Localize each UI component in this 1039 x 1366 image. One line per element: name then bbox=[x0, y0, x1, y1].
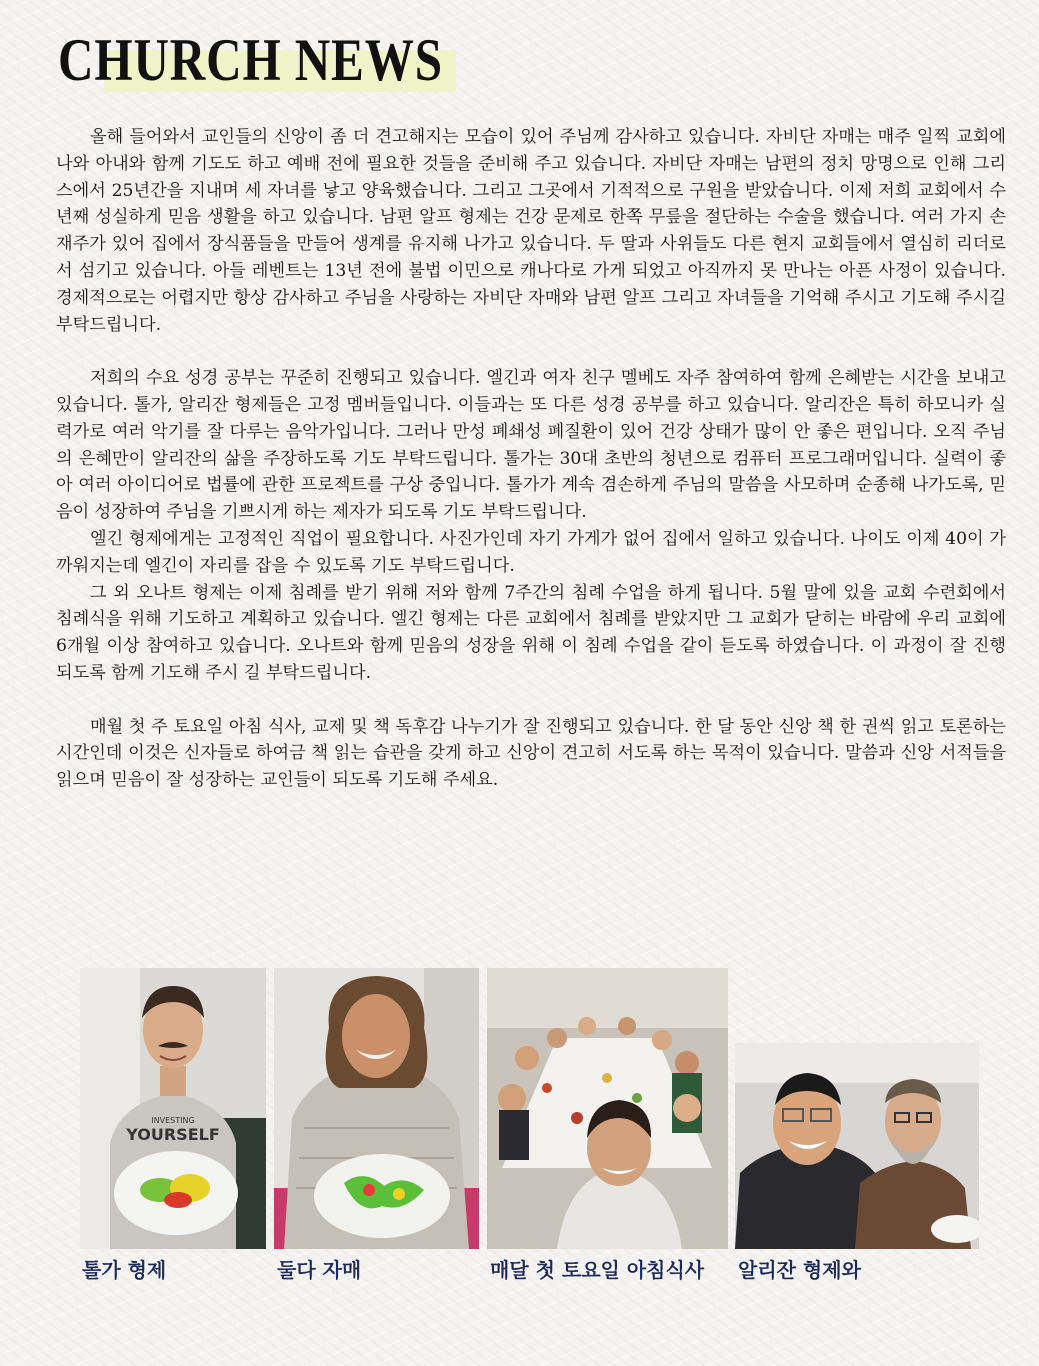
photo-alizan bbox=[735, 1043, 979, 1249]
caption-tolga: 톨가 형제 bbox=[82, 1258, 167, 1282]
caption-alizan: 알리잔 형제와 bbox=[738, 1258, 861, 1282]
paragraph-2: 저희의 수요 성경 공부는 꾸준히 진행되고 있습니다. 엘긴과 여자 친구 멜베도 자주 참여하여 함께 은혜받는 시간을 보내고 있습니다. 톨가, 알리잔 형제들은 고정 멤버들입니다. 이들과는 또 다른 성경 공부를 하고 있습니다. 알리잔은 특히 하모니카 실력가로 여러 악기를 잘 다루는 음악가입니다. 그러나 만성 폐쇄성 폐질환이 있어 건강 상태가 많이 안 좋은 편입니다. 오직 주님의 은혜만이 알리잔의 삶을 주장하도록 기도 부탁드립니다. 톨가는 30대 초반의 청년으로 컴퓨터 프로그래머입니다. 실력이 좋아 여러 아이디어로 법률에 관한 프로젝트를 구상 중입니다. 톨가가 계속 겸손하게 주님의 말씀을 사모하며 순종해 나가도록, 믿음이 성장하여 주님을 기쁘시게 하는 제자가 되도록 기도 부탁드립니다. bbox=[56, 368, 1006, 523]
paragraph-4: 그 외 오나트 형제는 이제 침례를 받기 위해 저와 함께 7주간의 침례 수업을 하게 됩니다. 5월 말에 있을 교회 수련회에서 침례식을 위해 기도하고 계획하고 있습니다. 엘긴 형제는 다른 교회에서 침례를 받았지만 그 교회가 닫히는 바람에 우리 교회에 6개월 이상 참여하고 있습니다. 오나트와 함께 믿음의 성장을 위해 이 침례 수업을 같이 듣도록 하였습니다. 이 과정이 잘 진행 되도록 함께 기도해 주시 길 부탁드립니다. bbox=[56, 582, 1006, 683]
photo-dulda-image bbox=[274, 968, 479, 1249]
paragraph-3: 엘긴 형제에게는 고정적인 직업이 필요합니다. 사진가인데 자기 가게가 없어 집에서 일하고 있습니다. 나이도 이제 40이 가까워지는데 엘긴이 자리를 잡을 수 있도록 기도 부탁드립니다. bbox=[56, 528, 1006, 576]
photo-dulda bbox=[274, 968, 479, 1249]
photo-tolga-image bbox=[80, 968, 266, 1249]
article-body bbox=[56, 124, 1006, 794]
photo-alizan-image bbox=[735, 1043, 979, 1249]
caption-breakfast: 매달 첫 토요일 아침식사 bbox=[490, 1258, 705, 1282]
photo-tolga bbox=[80, 968, 266, 1249]
caption-dulda: 둘다 자매 bbox=[277, 1258, 362, 1282]
shirt-text: YOURSELF bbox=[126, 1125, 220, 1144]
page-title: CHURCH NEWS bbox=[58, 27, 443, 93]
photo-breakfast-image bbox=[487, 968, 728, 1249]
paragraph-5: 매월 첫 주 토요일 아침 식사, 교제 및 책 독후감 나누기가 잘 진행되고 있습니다. 한 달 동안 신앙 책 한 권씩 읽고 토론하는 시간인데 이것은 신자들로 하여금 책 읽는 습관을 갖게 하고 신앙이 견고히 서도록 하는 목적이 있습니다. 말씀과 신앙 서적들을 읽으며 믿음이 잘 성장하는 교인들이 되도록 기도해 주세요. bbox=[56, 716, 1006, 791]
paragraph-1: 올해 들어와서 교인들의 신앙이 좀 더 견고해지는 모습이 있어 주님께 감사하고 있습니다. 자비단 자매는 매주 일찍 교회에 나와 아내와 함께 기도도 하고 예배 전에 필요한 것들을 준비해 주고 있습니다. 자비단 자매는 남편의 정치 망명으로 인해 그리스에서 25년간을 지내며 세 자녀를 낳고 양육했습니다. 그리고 그곳에서 기적적으로 구원을 받았습니다. 이제 저희 교회에서 수년째 성실하게 믿음 생활을 하고 있습니다. 남편 알프 형제는 건강 문제로 한쪽 무릎을 절단하는 수술을 했습니다. 여러 가지 손재주가 있어 집에서 장식품들을 만들어 생계를 유지해 나가고 있습니다. 두 딸과 사위들도 다른 현지 교회들에서 열심히 리더로서 섬기고 있습니다. 아들 레벤트는 13년 전에 불법 이민으로 캐나다로 가게 되었고 아직까지 못 만나는 아픈 사정이 있습니다. 경제적으로는 어렵지만 항상 감사하고 주님을 사랑하는 자비단 자매와 남편 알프 그리고 자녀들을 기억해 주시고 기도해 주시길 부탁드립니다. bbox=[56, 127, 1006, 335]
shirt-subtext: INVESTING bbox=[151, 1116, 195, 1125]
photo-breakfast bbox=[487, 968, 728, 1249]
